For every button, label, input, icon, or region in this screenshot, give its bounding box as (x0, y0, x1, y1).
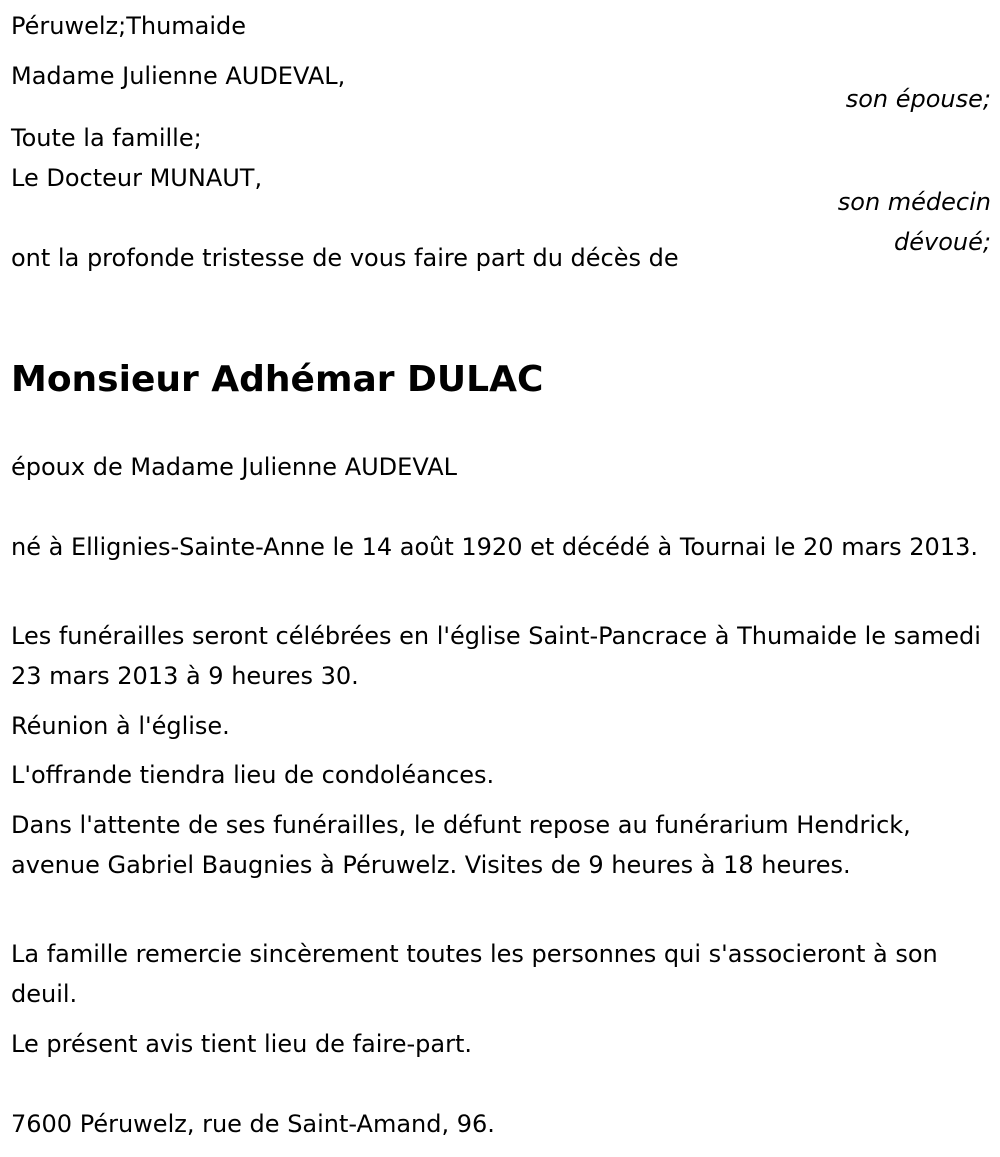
doctor-name: Le Docteur MUNAUT, (11, 164, 263, 192)
address-line: 7600 Péruwelz, rue de Saint-Amand, 96. (11, 1110, 495, 1138)
deceased-name: Monsieur Adhémar DULAC (11, 359, 544, 400)
obituary-notice (11, 0, 991, 1157)
wife-name: Madame Julienne AUDEVAL, (11, 62, 346, 90)
visitation-paragraph: Dans l'attente de ses funérailles, le défunt repose au funérarium Hendrick, avenue Gabriel Baugnies à Péruwelz. Visites de 9 heures à 18 heures. (11, 811, 911, 879)
wife-role: son épouse; (845, 85, 991, 113)
doctor-role-line-1: son médecin (837, 188, 991, 216)
announcement-text: ont la profonde tristesse de vous faire part du décès de (11, 244, 679, 272)
doctor-role-line-2: dévoué; (894, 228, 991, 256)
birth-death-paragraph: né à Ellignies-Sainte-Anne le 14 août 1920 et décédé à Tournai le 20 mars 2013. (11, 533, 978, 561)
spouse-line: époux de Madame Julienne AUDEVAL (11, 453, 457, 481)
meeting-paragraph: Réunion à l'église. (11, 712, 230, 740)
notice-paragraph: Le présent avis tient lieu de faire-part. (11, 1030, 473, 1058)
location-header: Péruwelz;Thumaide (11, 12, 247, 40)
offering-paragraph: L'offrande tiendra lieu de condoléances. (11, 761, 495, 789)
thanks-paragraph: La famille remercie sincèrement toutes les personnes qui s'associeront à son deuil. (11, 940, 938, 1008)
funeral-paragraph: Les funérailles seront célébrées en l'église Saint-Pancrace à Thumaide le samedi 23 mars 2013 à 9 heures 30. (11, 622, 981, 690)
family-line: Toute la famille; (11, 124, 202, 152)
